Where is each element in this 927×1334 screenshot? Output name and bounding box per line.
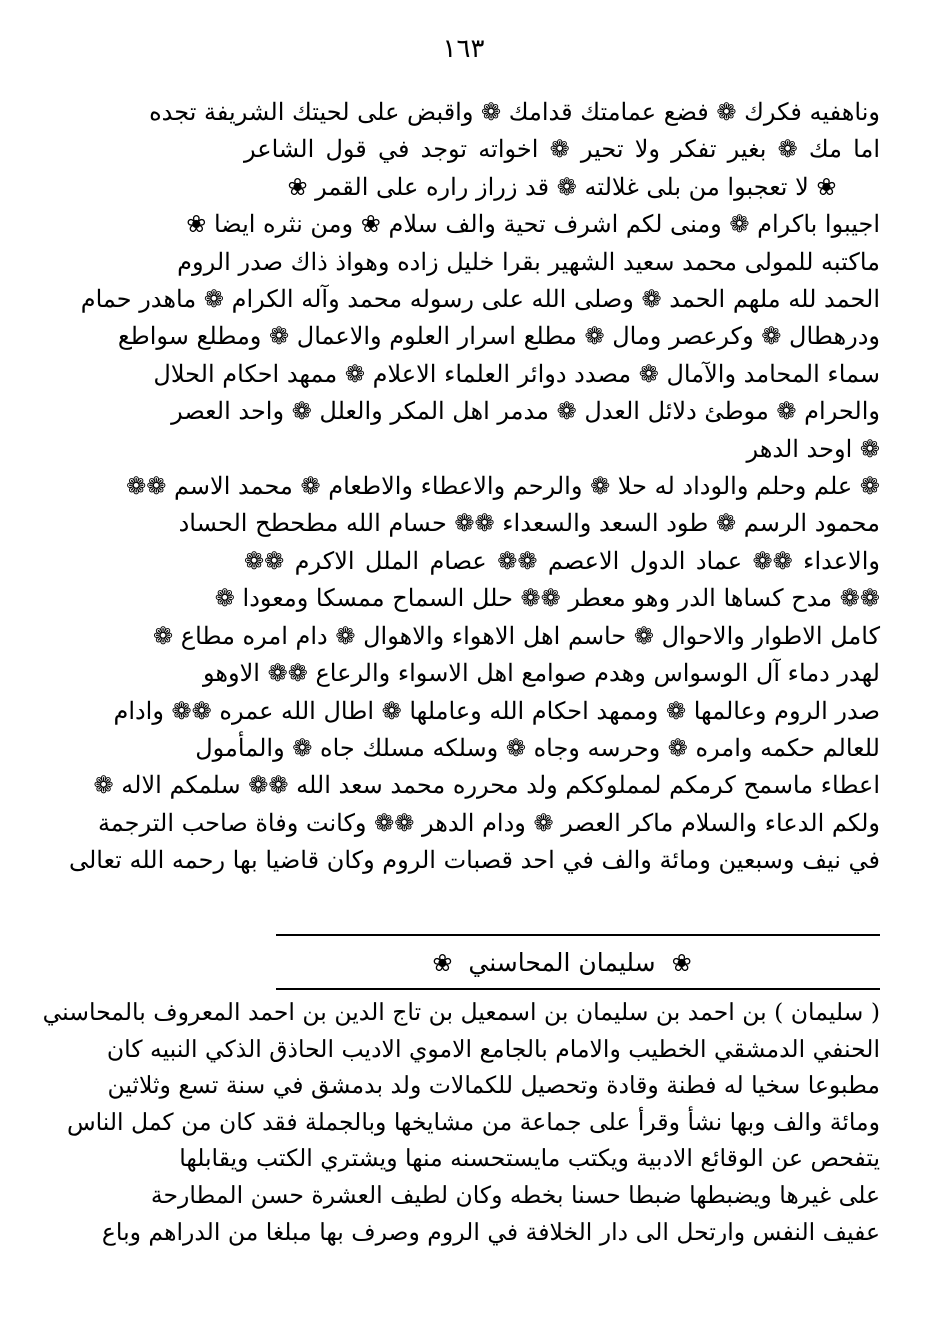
section-heading — [244, 941, 880, 985]
text-line: ❁ علم وحلم والوداد له حلا ❁ والرحم والاعطاء والاطعام ❁ محمد الاسم ❁❁ — [126, 472, 880, 501]
text-line: اجيبوا باكرام ❁ ومنى لكم اشرف تحية والف سلام ❀ ومن نثره ايضا ❀ — [186, 210, 880, 239]
text-line: اعطاء ماسمح كرمكم لمملوككم ولد محرره محمد سعد الله ❁❁ سلمكم الاله ❁ — [93, 771, 880, 800]
text-line: صدر الروم وعالمها ❁ وممهد احكام الله وعاملها ❁ اطال الله عمره ❁❁ وادام — [113, 696, 880, 725]
text-line: كامل الاطوار والاحوال ❁ حاسم اهل الاهواء والاهوال ❁ دام امره مطاع ❁ — [153, 621, 880, 650]
text-line: اما مك ❁ بغير تفكر ولا تحير ❁ اخواته توجد في قول الشاعر — [244, 135, 880, 164]
text-line: والحرام ❁ موطئ دلائل العدل ❁ مدمر اهل المكر والعلل ❁ واحد العصر — [171, 397, 880, 426]
text-line: للعالم حكمه وامره ❁ وحرسه وجاه ❁ وسلكه مسلك جاه ❁ والمأمول — [195, 733, 880, 762]
text-line: لهدر دماء آل الوسواس وهدم صوامع اهل الاسواء والرعاع ❁❁ الاوهو — [202, 659, 880, 688]
text-line: ( سليمان ) بن احمد بن سليمان بن اسمعيل بن تاج الدين بن احمد المعروف بالمحاسني — [42, 998, 880, 1026]
ornament-icon: ❀ — [432, 949, 453, 977]
text-line: ومائة والف وبها نشأ وقرأ على جماعة من مشايخها وبالجملة فقد كان من كمل الناس — [66, 1107, 880, 1136]
bottom-text-block — [42, 994, 880, 1250]
text-line: وناهفيه فكرك ❁ فضع عمامتك قدامك ❁ واقبض على لحيتك الشريفة تجده — [149, 98, 880, 126]
divider-rule — [276, 988, 880, 990]
text-line: والاعداء ❁❁ عماد الدول الاعصم ❁❁ عصام الملل الاكرم ❁❁ — [244, 546, 880, 575]
text-line: مطبوعا سخيا له فطنة وقادة وتحصيل للكمالات ولد بدمشق في سنة تسع وثلاثين — [107, 1071, 880, 1100]
divider-rule — [276, 934, 880, 936]
top-text-block — [68, 94, 880, 880]
text-line: سماء المحامد والآمال ❁ مصدد دوائر العلماء الاعلام ❁ ممهد احكام الحلال — [153, 359, 880, 388]
text-line: عفيف النفس وارتحل الى دار الخلافة في الروم وصرف بها مبلغا من الدراهم وباع — [101, 1217, 880, 1246]
text-line: ودرهطال ❁ وكرعصر ومال ❁ مطلع اسرار العلوم والاعمال ❁ ومطلع سواطع — [117, 322, 880, 351]
text-line: ❁❁ مدح كساها الدر وهو معطر ❁❁ حلل السماح ممسكا ومعودا ❁ — [214, 584, 880, 613]
text-line: الحمد لله ملهم الحمد ❁ وصلى الله على رسوله محمد وآله الكرام ❁ ماهدر حمام — [80, 285, 880, 314]
text-line: محمود الرسم ❁ طود السعد والسعداء ❁❁ حسام الله مطحطح الحساد — [178, 509, 880, 538]
text-line: يتفحص عن الوقائع الادبية ويكتب مايستحسنه منها ويشتري الكتب ويقابلها — [179, 1144, 880, 1173]
text-line: على غيرها ويضبطها ضبطا حسنا بخطه وكان لطيف العشرة حسن المطارحة — [150, 1180, 880, 1209]
ornament-icon: ❀ — [671, 949, 692, 977]
text-line: ❁ اوحد الدهر — [746, 434, 880, 463]
heading-title: سليمان المحاسني — [468, 948, 656, 977]
text-line: الحنفي الدمشقي الخطيب والامام بالجامع الاموي الاديب الحاذق الذكي النبيه كان — [106, 1034, 880, 1063]
verse-line: ❀ لا تعجبوا من بلى غلالته ❁ قد زراز راره على القمر ❀ — [287, 172, 837, 201]
text-line: ولكم الدعاء والسلام ماكر العصر ❁ ودام الدهر ❁❁ وكانت وفاة صاحب الترجمة — [97, 808, 880, 837]
text-line: في نيف وسبعين ومائة والف في احد قصبات الروم وكان قاضيا بها رحمه الله تعالى — [68, 846, 880, 875]
page-number: ١٦٣ — [442, 34, 485, 64]
text-line: ماكتبه للمولى محمد سعيد الشهير بقرا خليل زاده وهواذ ذاك صدر الروم — [177, 247, 880, 276]
